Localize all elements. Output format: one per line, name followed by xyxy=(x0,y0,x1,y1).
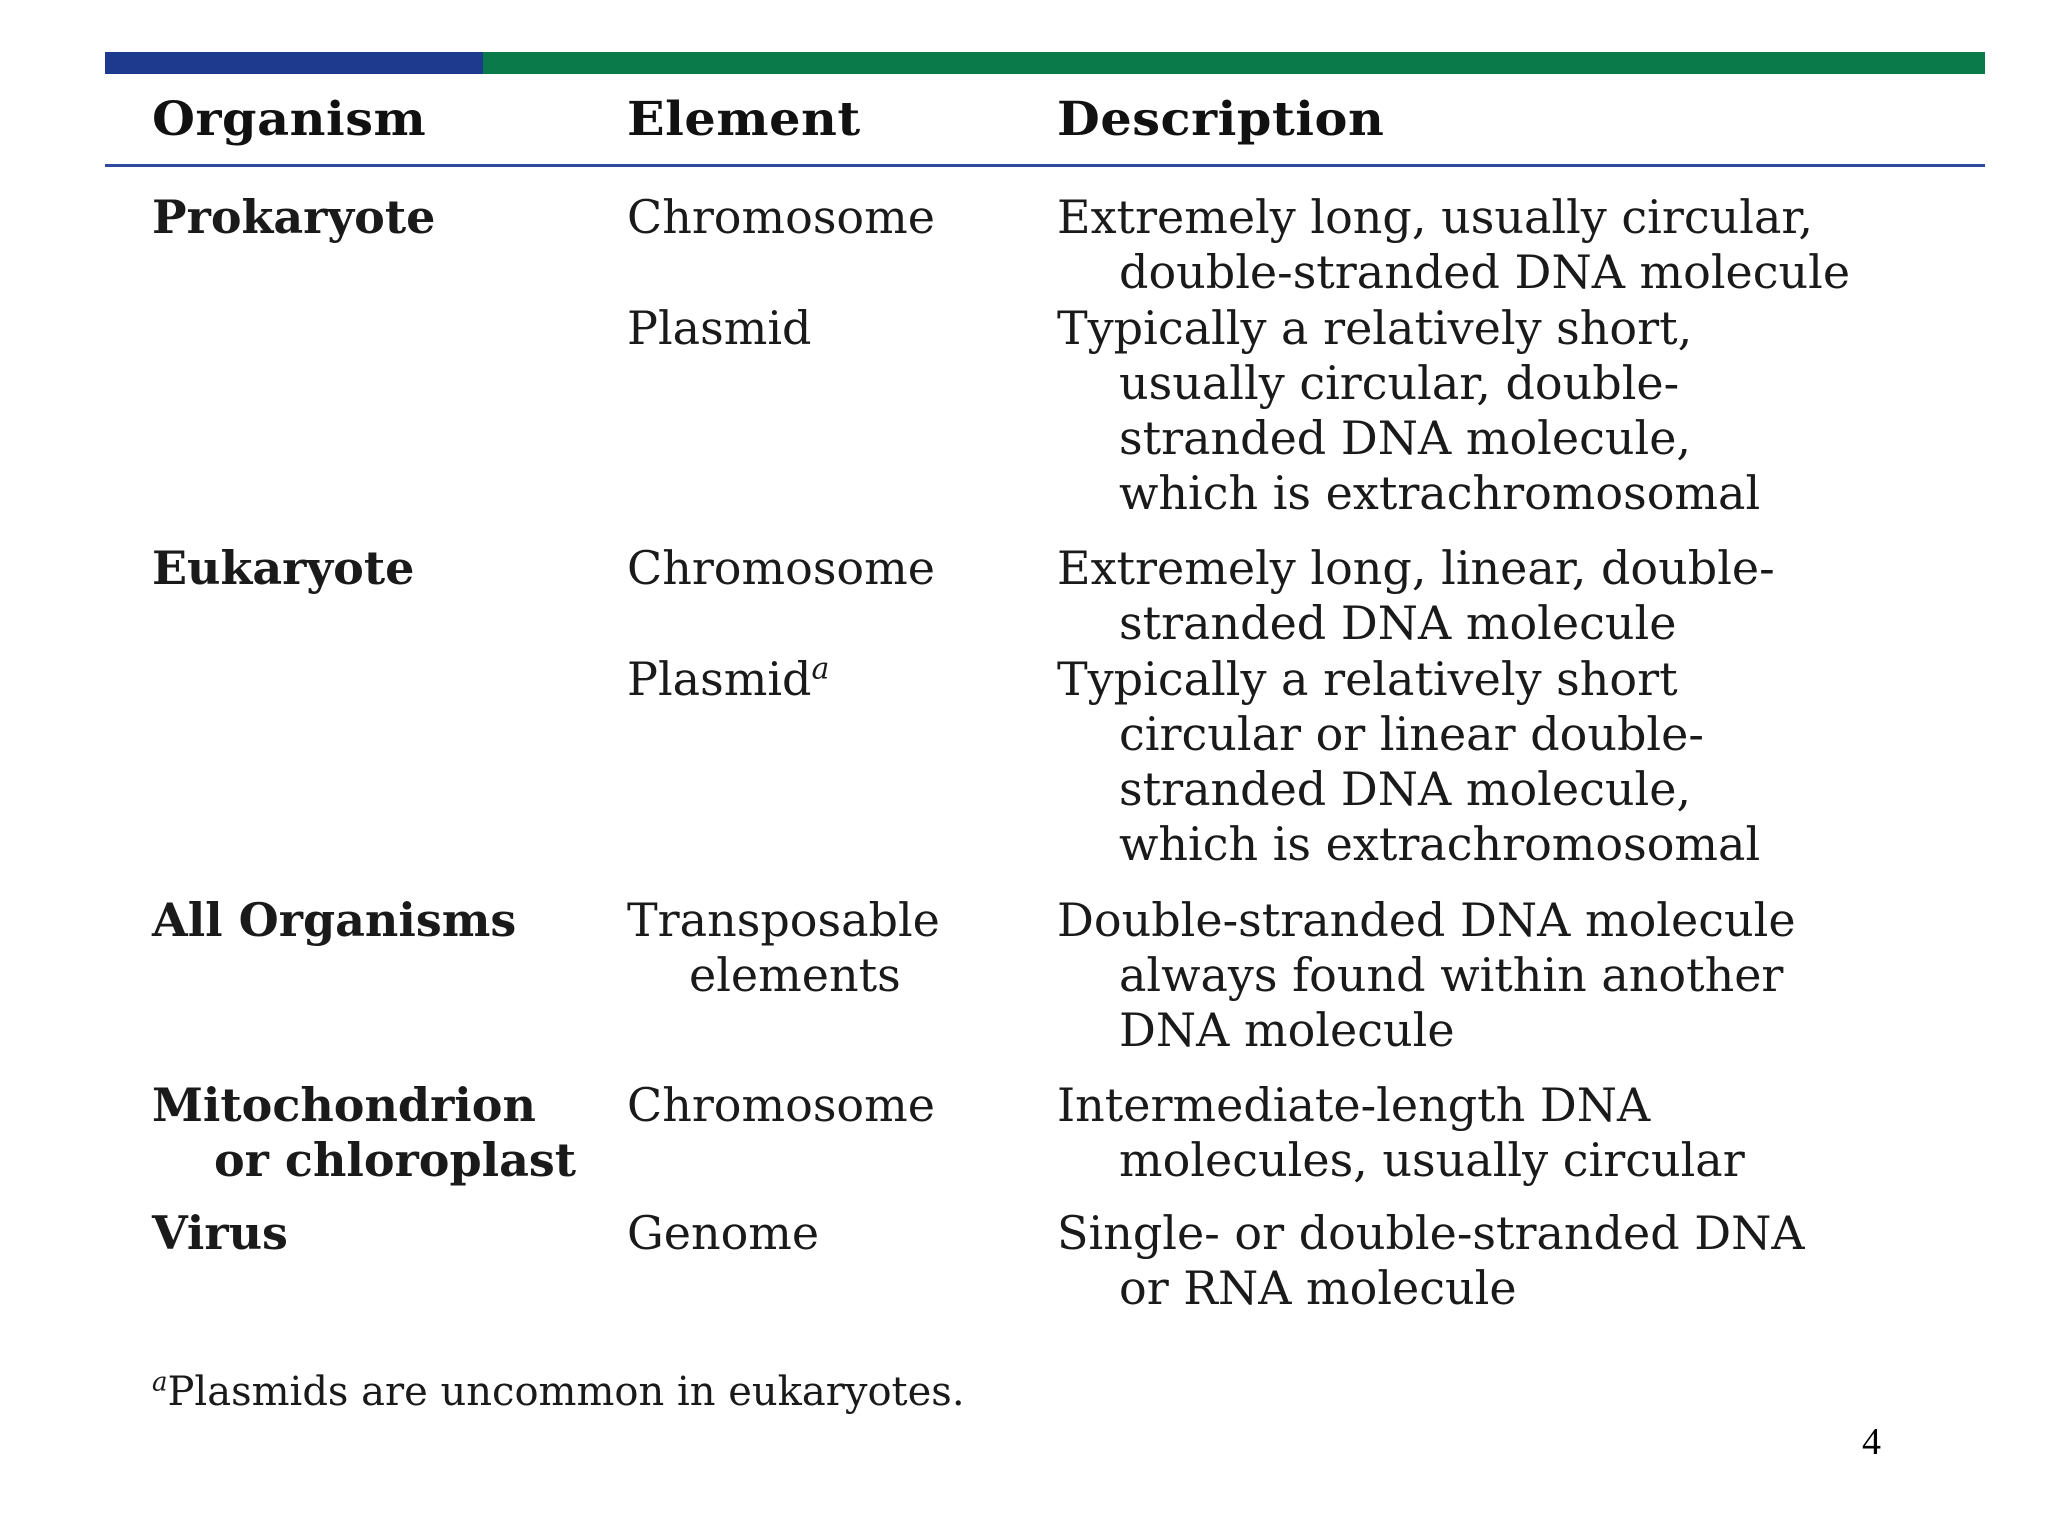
description-line: Single- or double-stranded DNA xyxy=(1057,1206,1805,1260)
element-transposable-line2: elements xyxy=(689,948,901,1002)
description-line: Extremely long, usually circular, xyxy=(1057,190,1813,244)
organism-mitochondrion-line2: or chloroplast xyxy=(214,1133,577,1187)
organism-eukaryote: Eukaryote xyxy=(152,541,415,595)
description-line: stranded DNA molecule, xyxy=(1119,762,1692,816)
footnote-text: Plasmids are uncommon in eukaryotes. xyxy=(167,1369,965,1415)
description-line: Typically a relatively short xyxy=(1057,652,1678,706)
description-line: which is extrachromosomal xyxy=(1119,817,1761,871)
element-genome: Genome xyxy=(627,1206,820,1260)
top-bar-blue-segment xyxy=(105,52,483,74)
footnote-marker: a xyxy=(811,651,830,687)
element-chromosome: Chromosome xyxy=(627,541,935,595)
description-line: usually circular, double- xyxy=(1119,356,1680,410)
description-line: double-stranded DNA molecule xyxy=(1119,245,1851,299)
description-line: stranded DNA molecule xyxy=(1119,596,1677,650)
description-line: Typically a relatively short, xyxy=(1057,301,1693,355)
description-line: or RNA molecule xyxy=(1119,1261,1517,1315)
header-organism: Organism xyxy=(152,92,427,147)
description-line: stranded DNA molecule, xyxy=(1119,411,1692,465)
description-line: circular or linear double- xyxy=(1119,707,1704,761)
top-bar-green-segment xyxy=(483,52,1985,74)
table-header-row xyxy=(0,92,2048,164)
table-footnote xyxy=(152,1367,965,1417)
page-number: 4 xyxy=(1862,1421,1881,1463)
description-line: always found within another xyxy=(1119,948,1784,1002)
header-divider xyxy=(105,164,1985,167)
description-line: Intermediate-length DNA xyxy=(1057,1078,1651,1132)
organism-virus: Virus xyxy=(152,1206,288,1260)
header-element: Element xyxy=(627,92,861,147)
organism-all-organisms: All Organisms xyxy=(152,893,517,947)
element-chromosome: Chromosome xyxy=(627,190,935,244)
organism-prokaryote: Prokaryote xyxy=(152,190,436,244)
description-line: which is extrachromosomal xyxy=(1119,466,1761,520)
footnote-marker: a xyxy=(152,1367,168,1398)
header-description: Description xyxy=(1057,92,1385,147)
top-accent-bar xyxy=(105,52,1985,74)
organism-mitochondrion: Mitochondrion xyxy=(152,1078,536,1132)
description-line: molecules, usually circular xyxy=(1119,1133,1745,1187)
element-transposable: Transposable xyxy=(627,893,940,947)
element-plasmid-label: Plasmid xyxy=(627,652,812,706)
description-line: DNA molecule xyxy=(1119,1003,1455,1057)
element-chromosome: Chromosome xyxy=(627,1078,935,1132)
element-plasmid xyxy=(627,652,829,707)
description-line: Double-stranded DNA molecule xyxy=(1057,893,1796,947)
description-line: Extremely long, linear, double- xyxy=(1057,541,1775,595)
element-plasmid: Plasmid xyxy=(627,301,812,355)
